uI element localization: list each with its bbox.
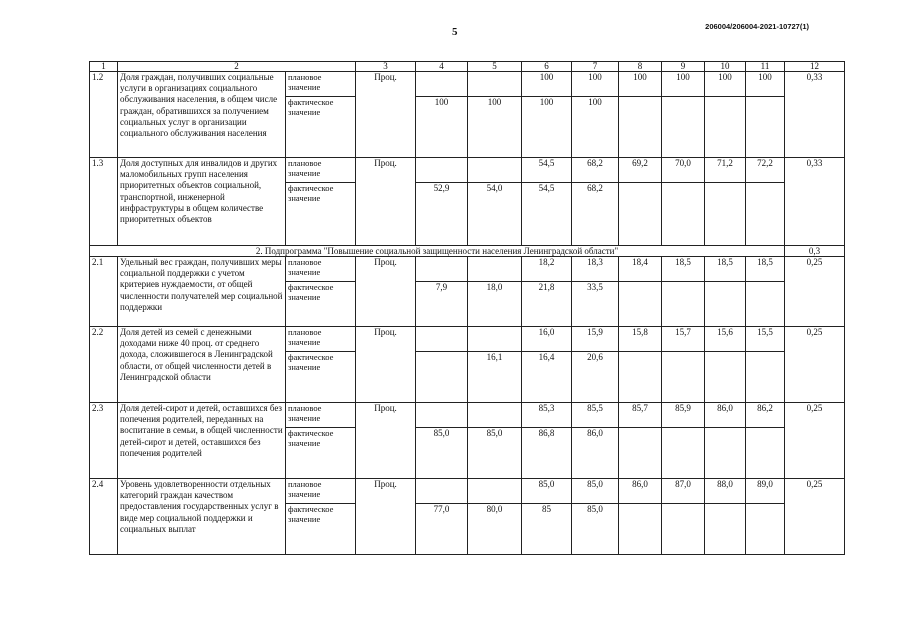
fact-value: 16,1	[468, 352, 522, 403]
unit-cell: Проц.	[356, 403, 416, 479]
fact-value	[619, 504, 662, 555]
header-cell: 11	[746, 62, 785, 72]
fact-value: 33,5	[572, 282, 619, 327]
indicator-description: Уровень удовлетворенности отдельных категорий граждан качеством предоставления государственных услуг в виде мер социальной поддержки и социальных выплат	[118, 479, 286, 555]
plan-value: 100	[662, 72, 705, 97]
plan-value	[468, 158, 522, 183]
fact-value: 20,6	[572, 352, 619, 403]
header-cell: 5	[468, 62, 522, 72]
fact-value	[619, 183, 662, 246]
plan-value	[416, 158, 468, 183]
fact-value	[705, 282, 746, 327]
unit-cell: Проц.	[356, 158, 416, 246]
plan-value: 69,2	[619, 158, 662, 183]
fact-value	[746, 282, 785, 327]
plan-value: 18,3	[572, 257, 619, 282]
unit-cell: Проц.	[356, 257, 416, 327]
fact-value: 54,5	[522, 183, 572, 246]
header-cell: 7	[572, 62, 619, 72]
fact-value: 77,0	[416, 504, 468, 555]
indicator-description: Удельный вес граждан, получивших меры социальной поддержки с учетом критериев нуждаемости, от общей численности получателей мер социальной поддержки	[118, 257, 286, 327]
fact-value	[619, 352, 662, 403]
indicator-description: Доля граждан, получивших социальные услуги в организациях социального обслуживания населения, в общем числе граждан, обратившихся за получением социальных услуг в организации социального обслуживания населения	[118, 72, 286, 158]
fact-value	[662, 282, 705, 327]
subprogram-title: 2. Подпрограмма "Повышение социальной защищенности населения Ленинградской области"	[90, 246, 785, 257]
header-cell: 10	[705, 62, 746, 72]
plan-value: 54,5	[522, 158, 572, 183]
plan-label: плановое значение	[286, 403, 356, 428]
header-cell: 1	[90, 62, 118, 72]
header-cell: 8	[619, 62, 662, 72]
plan-value	[468, 72, 522, 97]
indicators-table	[89, 61, 845, 555]
weight-value: 0,33	[785, 158, 845, 246]
fact-value: 7,9	[416, 282, 468, 327]
plan-value: 18,4	[619, 257, 662, 282]
page-number: 5	[452, 26, 458, 38]
plan-value: 100	[746, 72, 785, 97]
fact-label: фактическое значение	[286, 504, 356, 555]
plan-value: 15,8	[619, 327, 662, 352]
unit-cell: Проц.	[356, 72, 416, 158]
fact-value: 68,2	[572, 183, 619, 246]
weight-value: 0,33	[785, 72, 845, 158]
fact-value	[619, 97, 662, 158]
fact-value: 85,0	[416, 428, 468, 479]
table-row	[90, 327, 845, 352]
fact-value	[746, 428, 785, 479]
fact-value	[705, 183, 746, 246]
weight-value: 0,25	[785, 327, 845, 403]
fact-value	[619, 428, 662, 479]
plan-value: 86,0	[705, 403, 746, 428]
fact-value	[619, 282, 662, 327]
header-row	[90, 62, 845, 72]
row-number: 1.2	[90, 72, 118, 158]
plan-value: 71,2	[705, 158, 746, 183]
plan-value: 100	[572, 72, 619, 97]
plan-value: 87,0	[662, 479, 705, 504]
weight-value: 0,25	[785, 479, 845, 555]
fact-value	[746, 183, 785, 246]
plan-value	[416, 479, 468, 504]
plan-label: плановое значение	[286, 257, 356, 282]
fact-label: фактическое значение	[286, 97, 356, 158]
plan-value: 85,7	[619, 403, 662, 428]
fact-value: 85,0	[572, 504, 619, 555]
fact-value: 16,4	[522, 352, 572, 403]
fact-value	[416, 352, 468, 403]
plan-value: 85,9	[662, 403, 705, 428]
plan-label: плановое значение	[286, 72, 356, 97]
plan-value	[468, 403, 522, 428]
plan-value	[468, 327, 522, 352]
table-row	[90, 72, 845, 97]
plan-value: 15,6	[705, 327, 746, 352]
row-number: 2.1	[90, 257, 118, 327]
header-cell: 4	[416, 62, 468, 72]
fact-value: 54,0	[468, 183, 522, 246]
plan-label: плановое значение	[286, 158, 356, 183]
fact-value	[746, 504, 785, 555]
header-cell: 3	[356, 62, 416, 72]
row-number: 2.2	[90, 327, 118, 403]
fact-value	[662, 504, 705, 555]
fact-value: 100	[522, 97, 572, 158]
plan-value: 72,2	[746, 158, 785, 183]
plan-value: 85,5	[572, 403, 619, 428]
plan-value: 85,3	[522, 403, 572, 428]
plan-value: 15,9	[572, 327, 619, 352]
plan-value: 68,2	[572, 158, 619, 183]
plan-value: 15,5	[746, 327, 785, 352]
plan-label: плановое значение	[286, 327, 356, 352]
header-cell: 12	[785, 62, 845, 72]
subprogram-row	[90, 246, 845, 257]
table-row	[90, 257, 845, 282]
fact-value: 21,8	[522, 282, 572, 327]
weight-value: 0,25	[785, 403, 845, 479]
plan-value: 100	[522, 72, 572, 97]
row-number: 2.4	[90, 479, 118, 555]
indicator-description: Доля детей-сирот и детей, оставшихся без попечения родителей, переданных на воспитание в семьи, в общей численности детей-сирот и детей, оставшихся без попечения родителей	[118, 403, 286, 479]
unit-cell: Проц.	[356, 327, 416, 403]
fact-value	[746, 352, 785, 403]
header-cell: 9	[662, 62, 705, 72]
plan-value: 88,0	[705, 479, 746, 504]
fact-value	[662, 428, 705, 479]
fact-label: фактическое значение	[286, 352, 356, 403]
plan-value: 18,5	[746, 257, 785, 282]
fact-value	[705, 352, 746, 403]
plan-label: плановое значение	[286, 479, 356, 504]
plan-value: 85,0	[572, 479, 619, 504]
fact-value	[705, 97, 746, 158]
subprogram-weight: 0,3	[785, 246, 845, 257]
plan-value	[416, 403, 468, 428]
fact-label: фактическое значение	[286, 282, 356, 327]
fact-value: 85,0	[468, 428, 522, 479]
fact-value: 100	[572, 97, 619, 158]
plan-value	[416, 72, 468, 97]
fact-label: фактическое значение	[286, 183, 356, 246]
indicator-description: Доля детей из семей с денежными доходами ниже 40 проц. от среднего дохода, сложившегося в Ленинградской области, от общей численности детей в Ленинградской области	[118, 327, 286, 403]
plan-value	[416, 257, 468, 282]
fact-value: 85	[522, 504, 572, 555]
header-cell: 6	[522, 62, 572, 72]
fact-value: 52,9	[416, 183, 468, 246]
table-row	[90, 479, 845, 504]
plan-value: 18,2	[522, 257, 572, 282]
plan-value: 85,0	[522, 479, 572, 504]
plan-value: 16,0	[522, 327, 572, 352]
plan-value	[468, 479, 522, 504]
fact-value: 100	[468, 97, 522, 158]
row-number: 2.3	[90, 403, 118, 479]
weight-value: 0,25	[785, 257, 845, 327]
plan-value: 15,7	[662, 327, 705, 352]
table-row	[90, 158, 845, 183]
fact-value: 18,0	[468, 282, 522, 327]
unit-cell: Проц.	[356, 479, 416, 555]
fact-value	[746, 97, 785, 158]
fact-value: 80,0	[468, 504, 522, 555]
document-id: 206004/206004-2021-10727(1)	[705, 22, 809, 31]
plan-value: 100	[705, 72, 746, 97]
plan-value	[468, 257, 522, 282]
plan-value: 86,0	[619, 479, 662, 504]
plan-value	[416, 327, 468, 352]
fact-value	[662, 97, 705, 158]
fact-value: 86,8	[522, 428, 572, 479]
table-row	[90, 403, 845, 428]
plan-value: 100	[619, 72, 662, 97]
indicator-description: Доля доступных для инвалидов и других маломобильных групп населения приоритетных объектов социальной, транспортной, инженерной инфраструктуры в общем количестве приоритетных объектов	[118, 158, 286, 246]
fact-label: фактическое значение	[286, 428, 356, 479]
plan-value: 18,5	[705, 257, 746, 282]
plan-value: 70,0	[662, 158, 705, 183]
header-cell: 2	[118, 62, 356, 72]
fact-value	[705, 428, 746, 479]
fact-value	[662, 352, 705, 403]
fact-value: 100	[416, 97, 468, 158]
fact-value: 86,0	[572, 428, 619, 479]
fact-value	[662, 183, 705, 246]
plan-value: 89,0	[746, 479, 785, 504]
plan-value: 86,2	[746, 403, 785, 428]
fact-value	[705, 504, 746, 555]
row-number: 1.3	[90, 158, 118, 246]
plan-value: 18,5	[662, 257, 705, 282]
